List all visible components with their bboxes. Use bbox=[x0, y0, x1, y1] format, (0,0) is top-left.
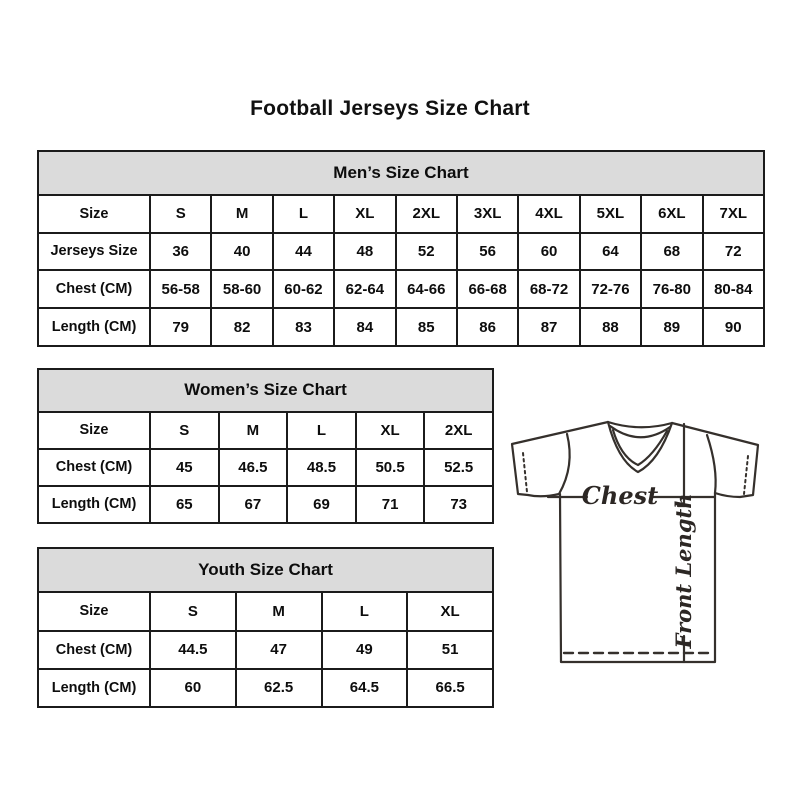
row-label: Size bbox=[38, 592, 150, 630]
cell-value: 45 bbox=[150, 449, 219, 486]
cell-value: 62.5 bbox=[236, 669, 322, 707]
collar-back-rim bbox=[608, 422, 672, 427]
left-cuff-stitch-line bbox=[523, 453, 527, 492]
cell-value: S bbox=[150, 412, 219, 449]
front-length-measurement-label: Front Length bbox=[671, 493, 696, 649]
row-label: Chest (CM) bbox=[38, 631, 150, 669]
cell-value: 44 bbox=[273, 233, 334, 271]
cell-value: 60-62 bbox=[273, 270, 334, 308]
womens-size-table-container bbox=[37, 368, 494, 524]
row-label: Chest (CM) bbox=[38, 449, 150, 486]
cell-value: 87 bbox=[518, 308, 579, 346]
cell-value: 79 bbox=[150, 308, 211, 346]
cell-value: 6XL bbox=[641, 195, 702, 233]
cell-value: 88 bbox=[580, 308, 641, 346]
cell-value: 60 bbox=[518, 233, 579, 271]
table-row bbox=[38, 308, 764, 346]
cell-value: 86 bbox=[457, 308, 518, 346]
chest-measurement-label: Chest bbox=[581, 481, 659, 510]
cell-value: XL bbox=[407, 592, 493, 630]
cell-value: 80-84 bbox=[703, 270, 764, 308]
cell-value: 40 bbox=[211, 233, 272, 271]
mens-size-table bbox=[37, 150, 765, 347]
cell-value: 51 bbox=[407, 631, 493, 669]
cell-value: 56-58 bbox=[150, 270, 211, 308]
cell-value: L bbox=[273, 195, 334, 233]
cell-value: 52.5 bbox=[424, 449, 493, 486]
jersey-right-armhole-seam bbox=[707, 435, 716, 493]
cell-value: 46.5 bbox=[219, 449, 288, 486]
row-label: Length (CM) bbox=[38, 308, 150, 346]
cell-value: 76-80 bbox=[641, 270, 702, 308]
cell-value: 56 bbox=[457, 233, 518, 271]
cell-value: 50.5 bbox=[356, 449, 425, 486]
cell-value: 64 bbox=[580, 233, 641, 271]
cell-value: 4XL bbox=[518, 195, 579, 233]
table-row bbox=[38, 669, 493, 707]
cell-value: 66-68 bbox=[457, 270, 518, 308]
cell-value: 44.5 bbox=[150, 631, 236, 669]
cell-value: 73 bbox=[424, 486, 493, 523]
cell-value: 82 bbox=[211, 308, 272, 346]
page-title: Football Jerseys Size Chart bbox=[250, 97, 530, 120]
cell-value: XL bbox=[334, 195, 395, 233]
cell-value: 67 bbox=[219, 486, 288, 523]
row-label: Size bbox=[38, 195, 150, 233]
cell-value: 72-76 bbox=[580, 270, 641, 308]
table-row bbox=[38, 449, 493, 486]
cell-value: S bbox=[150, 195, 211, 233]
youth-table-title: Youth Size Chart bbox=[38, 548, 493, 592]
table-row bbox=[38, 592, 493, 630]
row-label: Length (CM) bbox=[38, 486, 150, 523]
cell-value: 65 bbox=[150, 486, 219, 523]
cell-value: L bbox=[322, 592, 408, 630]
cell-value: 52 bbox=[396, 233, 457, 271]
table-row bbox=[38, 486, 493, 523]
youth-size-table bbox=[37, 547, 494, 708]
cell-value: 48 bbox=[334, 233, 395, 271]
cell-value: 89 bbox=[641, 308, 702, 346]
cell-value: 68-72 bbox=[518, 270, 579, 308]
table-row bbox=[38, 412, 493, 449]
table-row bbox=[38, 270, 764, 308]
cell-value: 60 bbox=[150, 669, 236, 707]
table-row bbox=[38, 631, 493, 669]
cell-value: 47 bbox=[236, 631, 322, 669]
cell-value: 5XL bbox=[580, 195, 641, 233]
collar-v-inner bbox=[613, 430, 667, 465]
cell-value: S bbox=[150, 592, 236, 630]
cell-value: M bbox=[236, 592, 322, 630]
right-cuff-stitch-line bbox=[744, 456, 748, 494]
jersey-measurement-diagram bbox=[500, 408, 775, 668]
row-label: Chest (CM) bbox=[38, 270, 150, 308]
cell-value: 36 bbox=[150, 233, 211, 271]
youth-size-table-container bbox=[37, 547, 494, 708]
cell-value: 7XL bbox=[703, 195, 764, 233]
womens-table-title: Women’s Size Chart bbox=[38, 369, 493, 412]
cell-value: 72 bbox=[703, 233, 764, 271]
mens-table-title: Men’s Size Chart bbox=[38, 151, 764, 195]
cell-value: 58-60 bbox=[211, 270, 272, 308]
table-row bbox=[38, 233, 764, 271]
cell-value: 64.5 bbox=[322, 669, 408, 707]
cell-value: 48.5 bbox=[287, 449, 356, 486]
table-row bbox=[38, 195, 764, 233]
cell-value: 71 bbox=[356, 486, 425, 523]
cell-value: 3XL bbox=[457, 195, 518, 233]
cell-value: 2XL bbox=[424, 412, 493, 449]
cell-value: 85 bbox=[396, 308, 457, 346]
cell-value: 84 bbox=[334, 308, 395, 346]
cell-value: L bbox=[287, 412, 356, 449]
cell-value: M bbox=[219, 412, 288, 449]
cell-value: 83 bbox=[273, 308, 334, 346]
cell-value: 68 bbox=[641, 233, 702, 271]
cell-value: 69 bbox=[287, 486, 356, 523]
womens-size-table bbox=[37, 368, 494, 524]
cell-value: 66.5 bbox=[407, 669, 493, 707]
jersey-left-armhole-seam bbox=[559, 434, 570, 494]
cell-value: M bbox=[211, 195, 272, 233]
row-label: Size bbox=[38, 412, 150, 449]
cell-value: 2XL bbox=[396, 195, 457, 233]
cell-value: 62-64 bbox=[334, 270, 395, 308]
row-label: Length (CM) bbox=[38, 669, 150, 707]
cell-value: 49 bbox=[322, 631, 408, 669]
cell-value: 90 bbox=[703, 308, 764, 346]
cell-value: XL bbox=[356, 412, 425, 449]
cell-value: 64-66 bbox=[396, 270, 457, 308]
row-label: Jerseys Size bbox=[38, 233, 150, 271]
mens-size-table-container bbox=[37, 150, 765, 347]
